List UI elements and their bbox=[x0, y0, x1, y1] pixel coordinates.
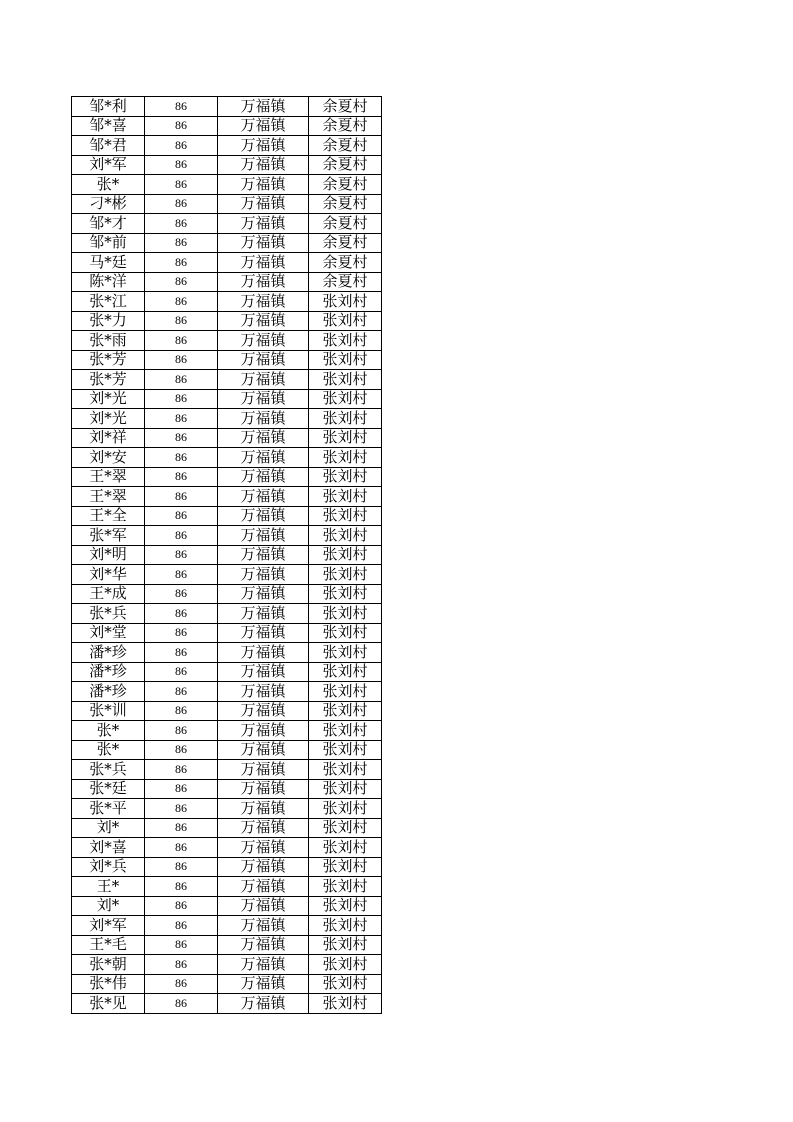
table-row bbox=[72, 526, 382, 546]
town-cell: 万福镇 bbox=[218, 194, 309, 214]
value-cell: 86 bbox=[145, 175, 218, 195]
town-cell: 万福镇 bbox=[218, 955, 309, 975]
table-row bbox=[72, 155, 382, 175]
village-cell: 张刘村 bbox=[309, 955, 382, 975]
town-cell: 万福镇 bbox=[218, 682, 309, 702]
table-row bbox=[72, 116, 382, 136]
name-cell: 刘*喜 bbox=[72, 838, 145, 858]
table-row bbox=[72, 760, 382, 780]
name-cell: 王*毛 bbox=[72, 935, 145, 955]
value-cell: 86 bbox=[145, 506, 218, 526]
village-cell: 张刘村 bbox=[309, 448, 382, 468]
value-cell: 86 bbox=[145, 116, 218, 136]
town-cell: 万福镇 bbox=[218, 818, 309, 838]
town-cell: 万福镇 bbox=[218, 292, 309, 312]
name-cell: 王*翠 bbox=[72, 467, 145, 487]
name-cell: 陈*洋 bbox=[72, 272, 145, 292]
name-cell: 王*成 bbox=[72, 584, 145, 604]
town-cell: 万福镇 bbox=[218, 116, 309, 136]
town-cell: 万福镇 bbox=[218, 799, 309, 819]
name-cell: 刘*明 bbox=[72, 545, 145, 565]
town-cell: 万福镇 bbox=[218, 409, 309, 429]
town-cell: 万福镇 bbox=[218, 740, 309, 760]
name-cell: 张*兵 bbox=[72, 760, 145, 780]
table-row bbox=[72, 838, 382, 858]
table-row bbox=[72, 701, 382, 721]
village-cell: 张刘村 bbox=[309, 857, 382, 877]
town-cell: 万福镇 bbox=[218, 604, 309, 624]
name-cell: 张*力 bbox=[72, 311, 145, 331]
village-cell: 张刘村 bbox=[309, 818, 382, 838]
table-row bbox=[72, 955, 382, 975]
table-row bbox=[72, 818, 382, 838]
name-cell: 刘*军 bbox=[72, 916, 145, 936]
value-cell: 86 bbox=[145, 779, 218, 799]
town-cell: 万福镇 bbox=[218, 350, 309, 370]
town-cell: 万福镇 bbox=[218, 643, 309, 663]
village-cell: 余夏村 bbox=[309, 272, 382, 292]
table-row bbox=[72, 974, 382, 994]
value-cell: 86 bbox=[145, 682, 218, 702]
roster-table bbox=[71, 96, 382, 1014]
town-cell: 万福镇 bbox=[218, 136, 309, 156]
village-cell: 张刘村 bbox=[309, 935, 382, 955]
value-cell: 86 bbox=[145, 370, 218, 390]
table-row bbox=[72, 994, 382, 1014]
value-cell: 86 bbox=[145, 857, 218, 877]
town-cell: 万福镇 bbox=[218, 331, 309, 351]
value-cell: 86 bbox=[145, 155, 218, 175]
name-cell: 潘*珍 bbox=[72, 682, 145, 702]
value-cell: 86 bbox=[145, 311, 218, 331]
roster-table-body bbox=[72, 97, 382, 1014]
value-cell: 86 bbox=[145, 877, 218, 897]
town-cell: 万福镇 bbox=[218, 779, 309, 799]
table-row bbox=[72, 214, 382, 234]
name-cell: 张* bbox=[72, 740, 145, 760]
town-cell: 万福镇 bbox=[218, 370, 309, 390]
name-cell: 刘*华 bbox=[72, 565, 145, 585]
value-cell: 86 bbox=[145, 233, 218, 253]
value-cell: 86 bbox=[145, 428, 218, 448]
village-cell: 张刘村 bbox=[309, 370, 382, 390]
name-cell: 张*朝 bbox=[72, 955, 145, 975]
table-row bbox=[72, 311, 382, 331]
value-cell: 86 bbox=[145, 604, 218, 624]
value-cell: 86 bbox=[145, 994, 218, 1014]
name-cell: 刘*兵 bbox=[72, 857, 145, 877]
village-cell: 张刘村 bbox=[309, 545, 382, 565]
name-cell: 邹*利 bbox=[72, 97, 145, 117]
town-cell: 万福镇 bbox=[218, 389, 309, 409]
table-row bbox=[72, 584, 382, 604]
village-cell: 张刘村 bbox=[309, 721, 382, 741]
name-cell: 邹*喜 bbox=[72, 116, 145, 136]
village-cell: 张刘村 bbox=[309, 662, 382, 682]
name-cell: 张* bbox=[72, 175, 145, 195]
table-row bbox=[72, 877, 382, 897]
village-cell: 张刘村 bbox=[309, 994, 382, 1014]
table-row bbox=[72, 506, 382, 526]
name-cell: 刘*光 bbox=[72, 389, 145, 409]
village-cell: 余夏村 bbox=[309, 233, 382, 253]
value-cell: 86 bbox=[145, 799, 218, 819]
value-cell: 86 bbox=[145, 467, 218, 487]
value-cell: 86 bbox=[145, 272, 218, 292]
village-cell: 张刘村 bbox=[309, 331, 382, 351]
table-row bbox=[72, 779, 382, 799]
village-cell: 余夏村 bbox=[309, 214, 382, 234]
town-cell: 万福镇 bbox=[218, 701, 309, 721]
name-cell: 张*伟 bbox=[72, 974, 145, 994]
name-cell: 张*廷 bbox=[72, 779, 145, 799]
value-cell: 86 bbox=[145, 721, 218, 741]
value-cell: 86 bbox=[145, 701, 218, 721]
village-cell: 余夏村 bbox=[309, 136, 382, 156]
value-cell: 86 bbox=[145, 955, 218, 975]
name-cell: 张*江 bbox=[72, 292, 145, 312]
village-cell: 余夏村 bbox=[309, 116, 382, 136]
table-row bbox=[72, 662, 382, 682]
town-cell: 万福镇 bbox=[218, 916, 309, 936]
village-cell: 张刘村 bbox=[309, 643, 382, 663]
village-cell: 张刘村 bbox=[309, 487, 382, 507]
value-cell: 86 bbox=[145, 448, 218, 468]
village-cell: 张刘村 bbox=[309, 779, 382, 799]
village-cell: 余夏村 bbox=[309, 175, 382, 195]
town-cell: 万福镇 bbox=[218, 974, 309, 994]
town-cell: 万福镇 bbox=[218, 896, 309, 916]
table-row bbox=[72, 721, 382, 741]
table-row bbox=[72, 448, 382, 468]
table-row bbox=[72, 623, 382, 643]
value-cell: 86 bbox=[145, 292, 218, 312]
village-cell: 张刘村 bbox=[309, 740, 382, 760]
table-row bbox=[72, 604, 382, 624]
village-cell: 张刘村 bbox=[309, 682, 382, 702]
table-row bbox=[72, 799, 382, 819]
table-row bbox=[72, 331, 382, 351]
table-row bbox=[72, 409, 382, 429]
town-cell: 万福镇 bbox=[218, 428, 309, 448]
village-cell: 张刘村 bbox=[309, 974, 382, 994]
name-cell: 张*训 bbox=[72, 701, 145, 721]
name-cell: 王*翠 bbox=[72, 487, 145, 507]
town-cell: 万福镇 bbox=[218, 487, 309, 507]
table-row bbox=[72, 682, 382, 702]
table-row bbox=[72, 194, 382, 214]
town-cell: 万福镇 bbox=[218, 838, 309, 858]
name-cell: 张*雨 bbox=[72, 331, 145, 351]
name-cell: 刘*堂 bbox=[72, 623, 145, 643]
table-row bbox=[72, 545, 382, 565]
village-cell: 张刘村 bbox=[309, 604, 382, 624]
town-cell: 万福镇 bbox=[218, 565, 309, 585]
table-row bbox=[72, 565, 382, 585]
name-cell: 马*廷 bbox=[72, 253, 145, 273]
table-row bbox=[72, 487, 382, 507]
town-cell: 万福镇 bbox=[218, 877, 309, 897]
name-cell: 张*军 bbox=[72, 526, 145, 546]
village-cell: 张刘村 bbox=[309, 526, 382, 546]
value-cell: 86 bbox=[145, 545, 218, 565]
table-row bbox=[72, 935, 382, 955]
name-cell: 张*兵 bbox=[72, 604, 145, 624]
table-row bbox=[72, 370, 382, 390]
village-cell: 张刘村 bbox=[309, 584, 382, 604]
town-cell: 万福镇 bbox=[218, 311, 309, 331]
village-cell: 张刘村 bbox=[309, 760, 382, 780]
name-cell: 张*见 bbox=[72, 994, 145, 1014]
value-cell: 86 bbox=[145, 662, 218, 682]
town-cell: 万福镇 bbox=[218, 545, 309, 565]
name-cell: 刁*彬 bbox=[72, 194, 145, 214]
name-cell: 张*平 bbox=[72, 799, 145, 819]
village-cell: 张刘村 bbox=[309, 350, 382, 370]
table-row bbox=[72, 233, 382, 253]
town-cell: 万福镇 bbox=[218, 253, 309, 273]
village-cell: 张刘村 bbox=[309, 877, 382, 897]
value-cell: 86 bbox=[145, 760, 218, 780]
village-cell: 张刘村 bbox=[309, 799, 382, 819]
value-cell: 86 bbox=[145, 838, 218, 858]
table-row bbox=[72, 857, 382, 877]
value-cell: 86 bbox=[145, 916, 218, 936]
table-row bbox=[72, 896, 382, 916]
value-cell: 86 bbox=[145, 526, 218, 546]
town-cell: 万福镇 bbox=[218, 272, 309, 292]
town-cell: 万福镇 bbox=[218, 448, 309, 468]
table-row bbox=[72, 643, 382, 663]
village-cell: 张刘村 bbox=[309, 623, 382, 643]
value-cell: 86 bbox=[145, 740, 218, 760]
name-cell: 邹*前 bbox=[72, 233, 145, 253]
name-cell: 王*全 bbox=[72, 506, 145, 526]
name-cell: 刘*光 bbox=[72, 409, 145, 429]
town-cell: 万福镇 bbox=[218, 467, 309, 487]
table-row bbox=[72, 175, 382, 195]
value-cell: 86 bbox=[145, 565, 218, 585]
name-cell: 刘*安 bbox=[72, 448, 145, 468]
town-cell: 万福镇 bbox=[218, 526, 309, 546]
town-cell: 万福镇 bbox=[218, 506, 309, 526]
value-cell: 86 bbox=[145, 331, 218, 351]
village-cell: 张刘村 bbox=[309, 389, 382, 409]
village-cell: 张刘村 bbox=[309, 467, 382, 487]
value-cell: 86 bbox=[145, 623, 218, 643]
table-row bbox=[72, 916, 382, 936]
value-cell: 86 bbox=[145, 350, 218, 370]
name-cell: 张*芳 bbox=[72, 350, 145, 370]
table-row bbox=[72, 467, 382, 487]
town-cell: 万福镇 bbox=[218, 857, 309, 877]
value-cell: 86 bbox=[145, 643, 218, 663]
town-cell: 万福镇 bbox=[218, 662, 309, 682]
name-cell: 潘*珍 bbox=[72, 662, 145, 682]
village-cell: 余夏村 bbox=[309, 194, 382, 214]
table-row bbox=[72, 740, 382, 760]
village-cell: 张刘村 bbox=[309, 428, 382, 448]
town-cell: 万福镇 bbox=[218, 721, 309, 741]
town-cell: 万福镇 bbox=[218, 233, 309, 253]
name-cell: 刘*祥 bbox=[72, 428, 145, 448]
value-cell: 86 bbox=[145, 97, 218, 117]
value-cell: 86 bbox=[145, 194, 218, 214]
town-cell: 万福镇 bbox=[218, 760, 309, 780]
name-cell: 刘* bbox=[72, 896, 145, 916]
town-cell: 万福镇 bbox=[218, 994, 309, 1014]
town-cell: 万福镇 bbox=[218, 175, 309, 195]
village-cell: 张刘村 bbox=[309, 311, 382, 331]
value-cell: 86 bbox=[145, 253, 218, 273]
table-row bbox=[72, 97, 382, 117]
village-cell: 余夏村 bbox=[309, 97, 382, 117]
name-cell: 王* bbox=[72, 877, 145, 897]
value-cell: 86 bbox=[145, 818, 218, 838]
name-cell: 张*芳 bbox=[72, 370, 145, 390]
village-cell: 张刘村 bbox=[309, 565, 382, 585]
value-cell: 86 bbox=[145, 487, 218, 507]
village-cell: 张刘村 bbox=[309, 838, 382, 858]
name-cell: 潘*珍 bbox=[72, 643, 145, 663]
name-cell: 张* bbox=[72, 721, 145, 741]
value-cell: 86 bbox=[145, 935, 218, 955]
town-cell: 万福镇 bbox=[218, 214, 309, 234]
table-row bbox=[72, 253, 382, 273]
village-cell: 余夏村 bbox=[309, 155, 382, 175]
table-row bbox=[72, 272, 382, 292]
town-cell: 万福镇 bbox=[218, 623, 309, 643]
value-cell: 86 bbox=[145, 584, 218, 604]
name-cell: 刘* bbox=[72, 818, 145, 838]
name-cell: 刘*军 bbox=[72, 155, 145, 175]
name-cell: 邹*才 bbox=[72, 214, 145, 234]
village-cell: 张刘村 bbox=[309, 409, 382, 429]
town-cell: 万福镇 bbox=[218, 155, 309, 175]
town-cell: 万福镇 bbox=[218, 584, 309, 604]
table-row bbox=[72, 350, 382, 370]
value-cell: 86 bbox=[145, 974, 218, 994]
value-cell: 86 bbox=[145, 389, 218, 409]
value-cell: 86 bbox=[145, 136, 218, 156]
table-row bbox=[72, 136, 382, 156]
village-cell: 张刘村 bbox=[309, 506, 382, 526]
table-row bbox=[72, 428, 382, 448]
village-cell: 张刘村 bbox=[309, 896, 382, 916]
town-cell: 万福镇 bbox=[218, 97, 309, 117]
village-cell: 张刘村 bbox=[309, 916, 382, 936]
value-cell: 86 bbox=[145, 896, 218, 916]
value-cell: 86 bbox=[145, 409, 218, 429]
value-cell: 86 bbox=[145, 214, 218, 234]
name-cell: 邹*君 bbox=[72, 136, 145, 156]
table-row bbox=[72, 292, 382, 312]
table-row bbox=[72, 389, 382, 409]
town-cell: 万福镇 bbox=[218, 935, 309, 955]
village-cell: 张刘村 bbox=[309, 701, 382, 721]
village-cell: 张刘村 bbox=[309, 292, 382, 312]
village-cell: 余夏村 bbox=[309, 253, 382, 273]
